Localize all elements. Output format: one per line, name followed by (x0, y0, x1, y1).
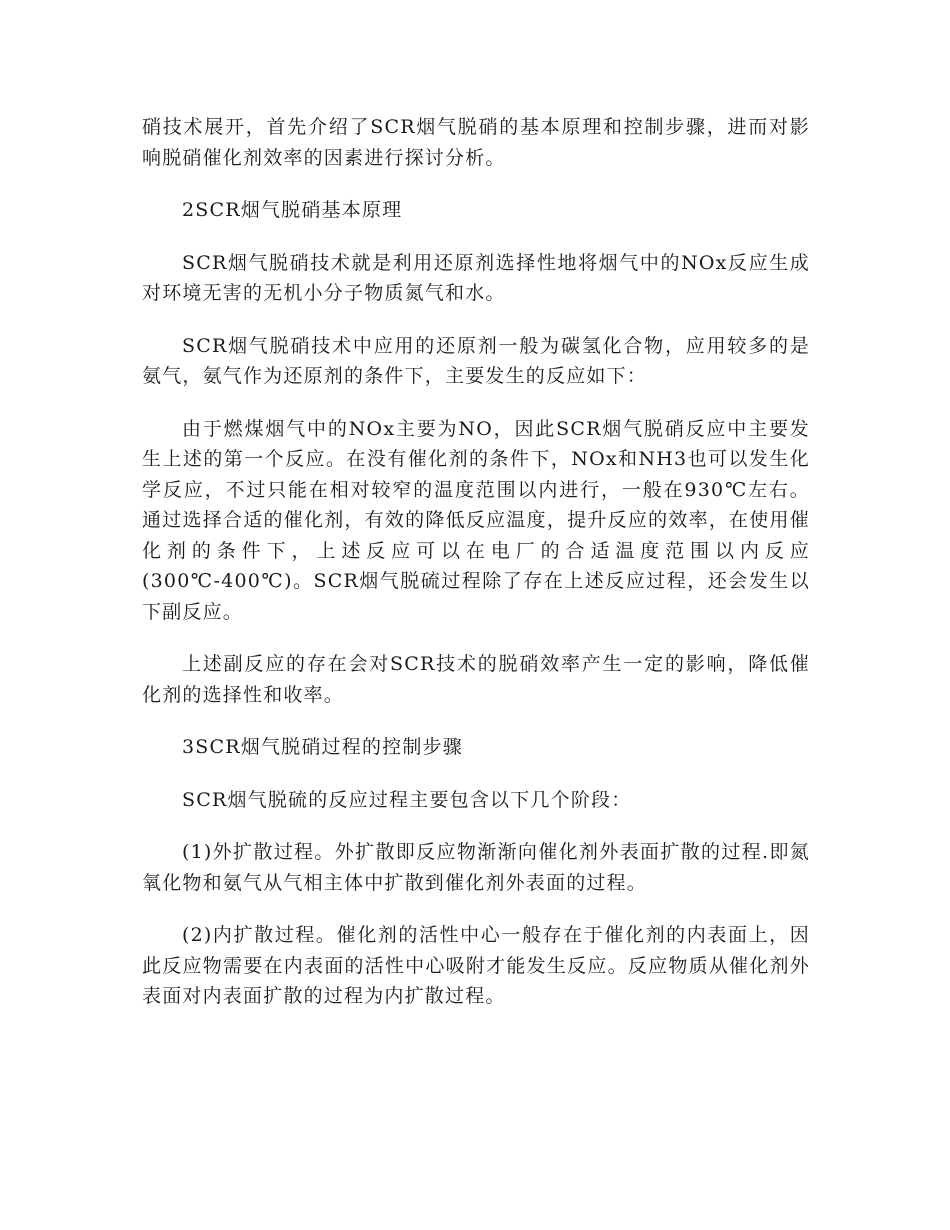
paragraph-scr-definition: SCR烟气脱硝技术就是利用还原剂选择性地将烟气中的NOx反应生成对环境无害的无机小分子物质氮气和水。 (142, 251, 810, 304)
paragraph-main-reaction: 由于燃煤烟气中的NOx主要为NO，因此SCR烟气脱硝反应中主要发生上述的第一个反应。在没有催化剂的条件下，NOx和NH3也可以发生化学反应，不过只能在相对较窄的温度范围以内进行，一般在930℃左右。通过选择合适的催化剂，有效的降低反应温度，提升反应的效率，在使用催化剂的条件下，上述反应可以在电厂的合适温度范围以内反应(300℃-400℃)。SCR烟气脱硫过程除了存在上述反应过程，还会发生以下副反应。 (142, 417, 810, 623)
paragraph-reducing-agent: SCR烟气脱硝技术中应用的还原剂一般为碳氢化合物，应用较多的是氨气，氨气作为还原剂的条件下，主要发生的反应如下： (142, 334, 810, 387)
paragraph-side-reaction: 上述副反应的存在会对SCR技术的脱硝效率产生一定的影响，降低催化剂的选择性和收率。 (142, 653, 810, 706)
section-heading-2: 2SCR烟气脱硝基本原理 (182, 199, 403, 221)
paragraph-stages-intro: SCR烟气脱硫的反应过程主要包含以下几个阶段： (182, 788, 632, 811)
list-item-internal-diffusion: (2)内扩散过程。催化剂的活性中心一般存在于催化剂的内表面上，因此反应物需要在内表面的活性中心吸附才能发生反应。反应物质从催化剂外表面对内表面扩散的过程为内扩散过程。 (142, 924, 810, 1007)
list-item-external-diffusion: (1)外扩散过程。外扩散即反应物渐渐向催化剂外表面扩散的过程.即氮氧化物和氨气从气相主体中扩散到催化剂外表面的过程。 (142, 841, 810, 894)
document-body (142, 112, 810, 1034)
section-heading-3: 3SCR烟气脱硝过程的控制步骤 (182, 736, 463, 758)
paragraph-intro-continuation: 硝技术展开，首先介绍了SCR烟气脱硝的基本原理和控制步骤，进而对影响脱硝催化剂效率的因素进行探讨分析。 (142, 116, 810, 169)
